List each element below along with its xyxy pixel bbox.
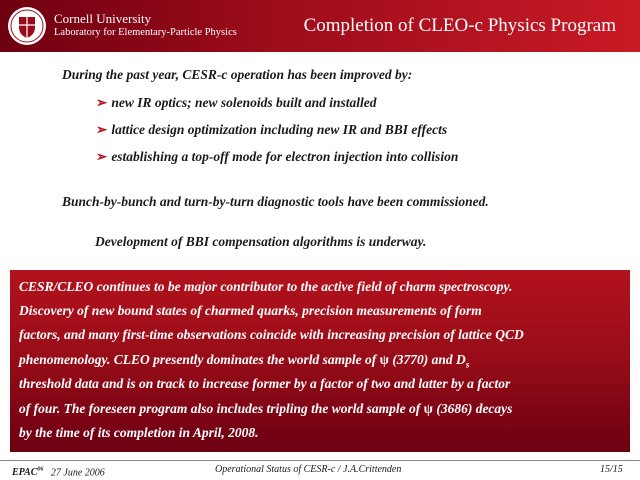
box-line xyxy=(19,401,512,417)
box-text: phenomenology. CLEO presently dominates the world sample of xyxy=(19,352,380,367)
subscript-s: s xyxy=(465,359,470,370)
slide-title: Completion of CLEO-c Physics Program xyxy=(303,15,616,36)
arrow-bullet-icon: ➢ xyxy=(96,122,108,137)
arrow-bullet-icon: ➢ xyxy=(96,95,108,110)
bullet-text: new IR optics; new solenoids built and installed xyxy=(111,95,377,110)
lab-name: Laboratory for Elementary-Particle Physics xyxy=(54,27,237,38)
cornell-seal-icon xyxy=(7,6,47,46)
psi-symbol: ψ xyxy=(379,352,389,367)
bullet-item xyxy=(96,95,376,111)
bullet-item xyxy=(96,149,458,165)
box-line: Discovery of new bound states of charmed quarks, precision measurements of form xyxy=(19,303,482,318)
box-line: threshold data and is on track to increase former by a factor of two and latter by a factor xyxy=(19,376,511,391)
box-text: (3686) decays xyxy=(432,401,513,416)
box-text: of four. The foreseen program also includes tripling the world sample of xyxy=(19,401,424,416)
bbi-text: Development of BBI compensation algorithms is underway. xyxy=(95,234,427,249)
bullet-text: establishing a top-off mode for electron injection into collision xyxy=(111,149,459,164)
box-line: by the time of its completion in April, 2008. xyxy=(19,425,259,440)
box-text: (3770) and D xyxy=(388,352,466,367)
footer-divider xyxy=(0,460,640,461)
epac-label: EPAC$^{06}$ xyxy=(12,467,44,479)
header-bar xyxy=(0,0,640,52)
intro-text: During the past year, CESR-c operation has been improved by: xyxy=(62,67,413,82)
highlight-box xyxy=(10,270,630,452)
bullet-item xyxy=(96,122,447,138)
box-line: CESR/CLEO continues to be major contributor to the active field of charm spectroscopy. xyxy=(19,279,513,294)
bullet-text: lattice design optimization including new IR and BBI effects xyxy=(111,122,448,137)
arrow-bullet-icon: ➢ xyxy=(96,149,108,164)
bunch-text: Bunch-by-bunch and turn-by-turn diagnostic tools have been commissioned. xyxy=(62,194,489,209)
box-line xyxy=(19,352,469,373)
footer-center: Operational Status of CESR-c / J.A.Crittenden xyxy=(215,464,402,475)
page-number: 15/15 xyxy=(600,464,623,475)
university-name: Cornell University xyxy=(54,11,152,26)
psi-symbol: ψ xyxy=(423,401,433,416)
footer-date: 27 June 2006 xyxy=(50,467,105,479)
footer-left xyxy=(12,464,105,479)
box-line: factors, and many first-time observations coincide with increasing precision of lattice QCD xyxy=(19,327,524,342)
